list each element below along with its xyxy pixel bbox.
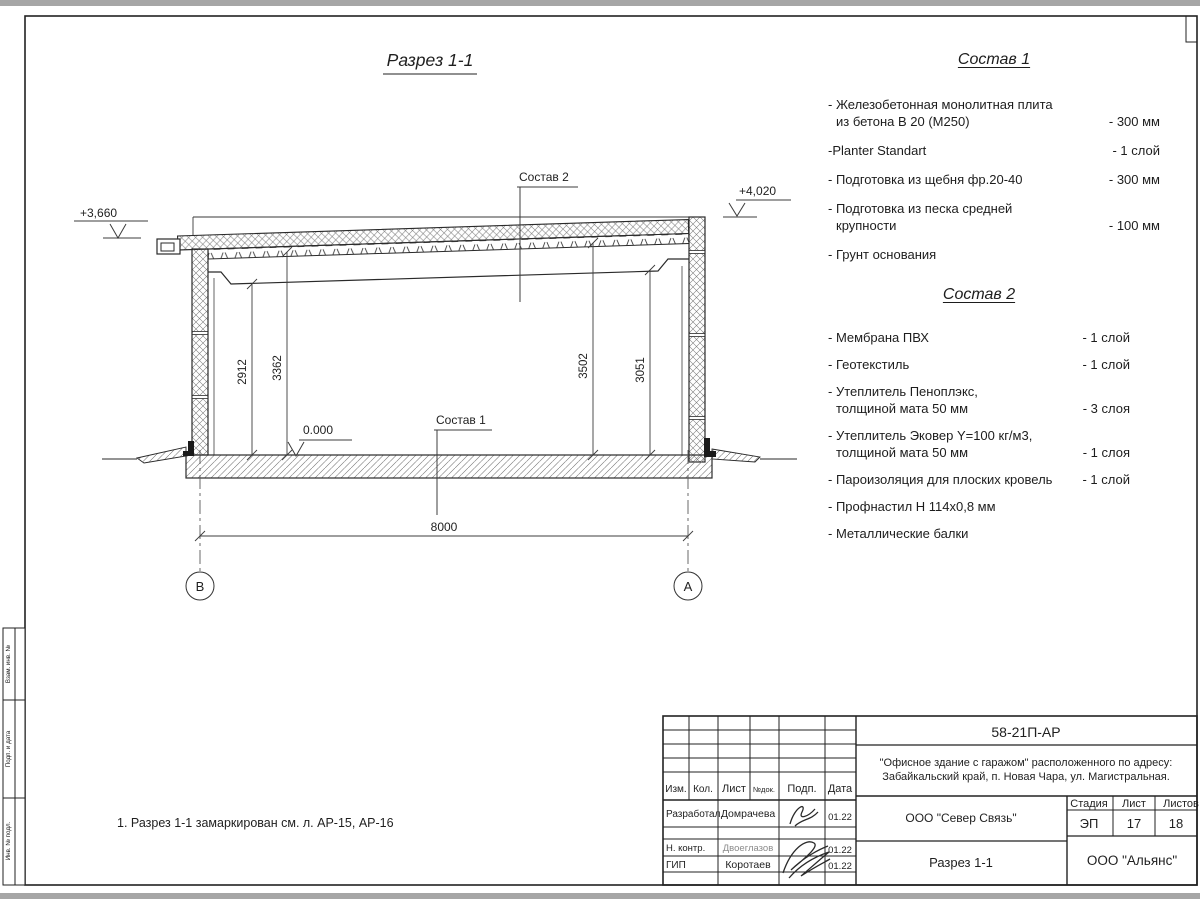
signer-date-2: 01.22 (828, 861, 852, 872)
sostav1-list (828, 50, 1160, 275)
side-strip-label-podp: Подп. и дата (5, 730, 12, 768)
sostav2-item-6 (828, 525, 1130, 542)
side-strip-label-inv: Инв. № подл. (5, 821, 12, 861)
item-text: - Утеплитель Эковер Y=100 кг/м3, (828, 428, 1033, 443)
sostav2-item-3 (828, 427, 1130, 461)
left-wall-panel (192, 249, 208, 455)
elev-right-label: +4,020 (739, 184, 777, 198)
sostav2-title: Состав 2 (942, 286, 1016, 303)
sheet-value: 17 (1126, 816, 1142, 831)
dim-span-label: 8000 (430, 520, 458, 534)
elev-left-mark (74, 221, 148, 238)
project-name-line1: "Офисное здание с гаражом" расположенного по адресу: (879, 757, 1173, 769)
sostav1-item-0 (828, 96, 1160, 130)
title-block (663, 716, 1199, 885)
right-base-flashing (704, 438, 716, 457)
sostav1-item-2 (828, 171, 1160, 188)
signer-role-1: Н. контр. (666, 843, 706, 854)
dim-3502-label: 3502 (578, 353, 590, 379)
side-strip-label-vzam: Взам. инв. № (5, 644, 12, 684)
dim-3051-label: 3051 (635, 357, 647, 383)
sheet-title: Разрез 1-1 (929, 855, 993, 870)
elev-floor-mark (288, 440, 352, 456)
item-text: - Пароизоляция для плоских кровель (828, 472, 1053, 487)
design-company: ООО "Альянс" (1086, 853, 1178, 868)
signer-name-2: Коротаев (725, 859, 771, 871)
project-name-line2: Забайкальский край, п. Новая Чара, ул. Магистральная. (882, 771, 1170, 783)
item-text: -Planter Standart (828, 143, 927, 158)
item-text: толщиной мата 50 мм (836, 445, 969, 460)
item-text: толщиной мата 50 мм (836, 401, 969, 416)
item-text: - Мембрана ПВХ (828, 330, 929, 345)
right-apron (712, 449, 760, 462)
sostav1-title: Состав 1 (957, 51, 1031, 68)
corner-filing-box (1186, 16, 1197, 42)
sheet-label: Лист (1122, 798, 1146, 810)
sostav1-item-1 (828, 142, 1160, 159)
item-value: - 300 мм (1108, 172, 1160, 187)
sostav2-item-1 (828, 356, 1130, 373)
sheets-value: 18 (1168, 816, 1184, 831)
col-podp: Подп. (787, 783, 817, 795)
dim-2912-label: 2912 (237, 359, 249, 385)
stage-value: ЭП (1079, 816, 1099, 831)
sheet-note: 1. Разрез 1-1 замаркирован см. л. АР-15, АР-16 (117, 816, 394, 830)
section-view-title: Разрез 1-1 (386, 50, 474, 70)
sostav2-item-4 (828, 471, 1130, 488)
item-value: - 1 слой (1082, 330, 1130, 345)
building-section (74, 170, 797, 600)
eave-drip-detail (157, 239, 180, 254)
beam-bottom-chord (208, 259, 689, 284)
item-text: - Металлические балки (828, 526, 969, 541)
item-value: - 1 слой (1082, 472, 1130, 487)
signer-name-0: Домрачева (720, 808, 776, 820)
signer-date-0: 01.22 (828, 812, 852, 823)
item-text: - Профнастил Н 114х0,8 мм (828, 499, 996, 514)
item-text: - Геотекстиль (828, 357, 910, 372)
item-text: - Подготовка из песка средней (828, 201, 1013, 216)
left-apron (137, 447, 186, 463)
col-kol: Кол. (693, 784, 713, 795)
item-text: - Железобетонная монолитная плита (828, 97, 1053, 112)
col-data: Дата (827, 783, 853, 795)
item-value: - 1 слой (1112, 143, 1160, 158)
sostav2-item-2 (828, 383, 1130, 417)
item-value: - 1 слоя (1082, 445, 1130, 460)
item-value: - 100 мм (1108, 218, 1160, 233)
col-izm: Изм. (665, 784, 687, 795)
dim-3362-label: 3362 (272, 355, 284, 381)
col-list: Лист (722, 783, 746, 795)
contractor-org: ООО "Север Связь" (905, 811, 1017, 825)
axis-letter-b: В (195, 579, 205, 594)
stage-label: Стадия (1070, 798, 1108, 810)
item-value: - 3 слоя (1082, 401, 1130, 416)
signature-gip (783, 842, 830, 878)
axis-letter-a: А (683, 579, 693, 594)
item-text: крупности (836, 218, 897, 233)
sostav2-list (828, 285, 1130, 552)
item-text: - Грунт основания (828, 247, 937, 262)
elev-left-label: +3,660 (80, 206, 118, 220)
signer-date-1: 01.22 (828, 845, 852, 856)
floor-slab (186, 455, 712, 478)
col-ndok: №док. (753, 785, 775, 794)
item-text: - Подготовка из щебня фр.20-40 (828, 172, 1023, 187)
roof-assembly (178, 220, 690, 260)
elev-right-mark (723, 200, 791, 217)
sostav2-item-5 (828, 498, 1130, 515)
signature-razrabotal (790, 807, 818, 826)
signer-role-0: Разработал (666, 809, 721, 820)
item-text: - Утеплитель Пеноплэкс, (828, 384, 978, 399)
signer-role-2: ГИП (666, 860, 686, 871)
sostav1-item-3 (828, 200, 1160, 234)
item-text: из бетона В 20 (М250) (836, 114, 970, 129)
doc-number: 58-21П-АР (991, 724, 1061, 740)
ref-sostav2-label: Состав 2 (519, 170, 569, 184)
elev-floor-label: 0.000 (303, 423, 334, 437)
item-value: - 300 мм (1108, 114, 1160, 129)
sostav1-item-4 (828, 246, 1160, 263)
signer-name-1: Двоеглазов (722, 843, 774, 854)
sostav2-item-0 (828, 329, 1130, 346)
item-value: - 1 слой (1082, 357, 1130, 372)
sheets-label: Листов (1163, 798, 1199, 810)
ref-sostav1-label: Состав 1 (436, 413, 486, 427)
